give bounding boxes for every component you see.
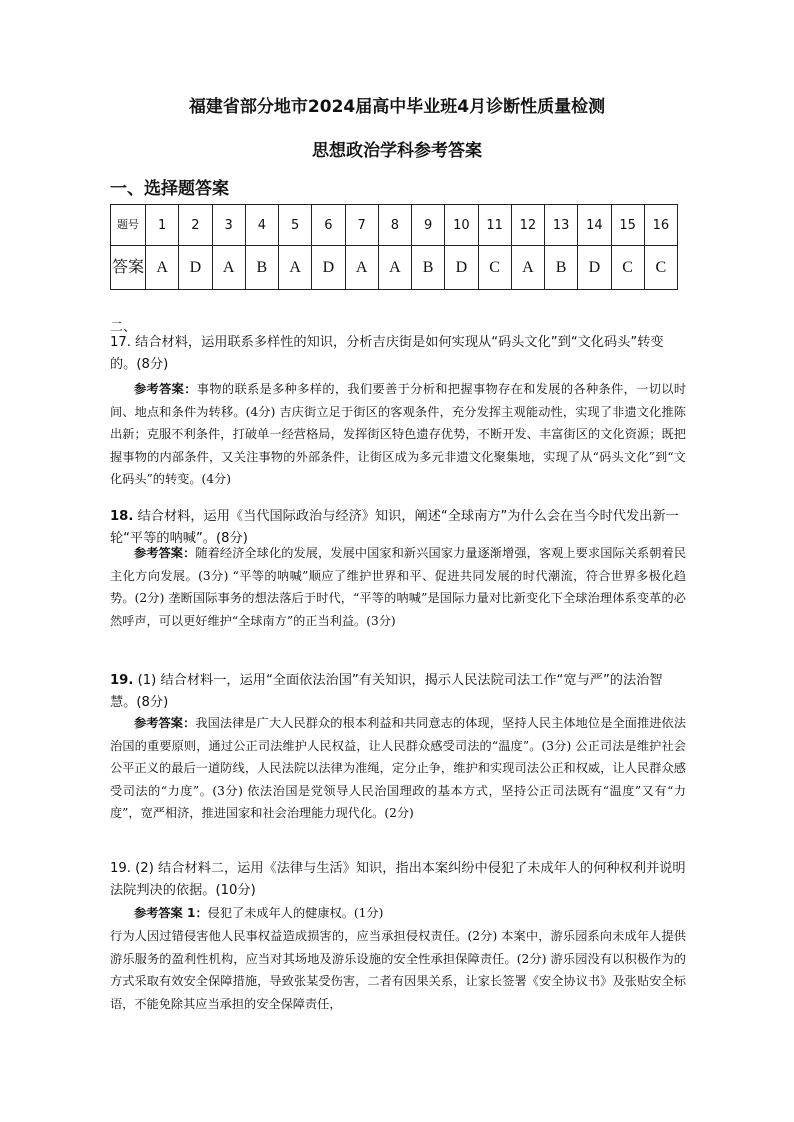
number-cell: 7 bbox=[345, 205, 378, 246]
number-cell: 4 bbox=[245, 205, 278, 246]
answer-cell: A bbox=[511, 246, 544, 290]
answer-19-2-first bbox=[110, 902, 686, 925]
answer-cell: C bbox=[478, 246, 511, 290]
answer-cell: C bbox=[644, 246, 677, 290]
answer-cell: D bbox=[312, 246, 345, 290]
section1-heading: 一、选择题答案 bbox=[110, 179, 229, 199]
question-text: 结合材料，运用《当代国际政治与经济》知识，阐述“全球南方”为什么会在当今时代发出新一轮“平等的呐喊”。(8分) bbox=[110, 509, 679, 546]
question-number: 19. bbox=[110, 673, 134, 688]
question-number-row bbox=[111, 205, 678, 246]
question-text: (1) 结合材料一，运用“全面依法治国”有关知识，揭示人民法院司法工作“宽与严”的法治智慧。(8分) bbox=[110, 673, 663, 710]
number-cell: 1 bbox=[146, 205, 179, 246]
answer-cell: D bbox=[445, 246, 478, 290]
answer-cell: A bbox=[279, 246, 312, 290]
answer-19-2-rest: 行为人因过错侵害他人民事权益造成损害的，应当承担侵权责任。(2分) 本案中，游乐园系向未成年人提供游乐服务的盈利性机构，应当对其场地及游乐设施的安全性承担保障责任。(2分) 游乐园没有以积极作为的方式采取有效安全保障措施，导致张某受伤害，二者有因果关系，让家长签署《安全协议书》及张贴安全标语，不能免除其应当承担的安全保障责任， bbox=[110, 929, 686, 1011]
number-cell: 5 bbox=[279, 205, 312, 246]
answer-cell: A bbox=[212, 246, 245, 290]
answer-18 bbox=[110, 542, 686, 632]
answer-cell: A bbox=[146, 246, 179, 290]
document-title: 福建省部分地市2024届高中毕业班4月诊断性质量检测 bbox=[188, 97, 606, 117]
question-19-1 bbox=[110, 670, 686, 714]
answer-text: 随着经济全球化的发展，发展中国家和新兴国家力量逐渐增强，客观上要求国际关系朝着民主化方向发展。(3分) “平等的呐喊”顺应了维护世界和平、促进共同发展的时代潮流，符合世界多极化趋势。(2分) 垄断国际事务的想法落后于时代，“平等的呐喊”是国际力量对比新变化下全球治理体系变革的必然呼声，可以更好维护“全球南方”的正当利益。(3分) bbox=[110, 546, 687, 628]
question-17: 17. 结合材料，运用联系多样性的知识，分析吉庆街是如何实现从“码头文化”到“文化码头”转变的。(8分) bbox=[110, 335, 664, 372]
answer-cell: C bbox=[611, 246, 644, 290]
document-subtitle: 思想政治学科参考答案 bbox=[312, 141, 482, 161]
answer-text: 侵犯了未成年人的健康权。(1分) bbox=[207, 906, 384, 920]
answer-label: 参考答案： bbox=[134, 716, 196, 730]
answer-label: 参考答案 1： bbox=[134, 906, 208, 920]
number-cell: 10 bbox=[445, 205, 478, 246]
answer-cell: D bbox=[179, 246, 212, 290]
section2-heading: 二、 bbox=[110, 320, 137, 335]
answer-19-1 bbox=[110, 712, 686, 825]
number-cell: 14 bbox=[578, 205, 611, 246]
answer-cell: B bbox=[245, 246, 278, 290]
question-19-2: 19. (2) 结合材料二，运用《法律与生活》知识，指出本案纠纷中侵犯了未成年人的何种权利并说明法院判决的依据。(10分) bbox=[110, 861, 686, 898]
row-label-number: 题号 bbox=[111, 205, 146, 246]
number-cell: 3 bbox=[212, 205, 245, 246]
answer-table bbox=[110, 204, 678, 290]
number-cell: 2 bbox=[179, 205, 212, 246]
number-cell: 11 bbox=[478, 205, 511, 246]
answer-text: 事物的联系是多种多样的，我们要善于分析和把握事物存在和发展的各种条件，一切以时间、地点和条件为转移。(4分) 吉庆街立足于街区的客观条件，充分发挥主观能动性，实现了非遗文化推陈出新；克服不利条件，打破单一经营格局，发挥街区特色遗存优势，不断开发、丰富街区的文化资源；既把握事物的内部条件，又关注事物的外部条件，让街区成为多元非遗文化聚集地，实现了从“码头文化”到“文化码头”的转变。(4分) bbox=[110, 382, 687, 486]
answer-label: 参考答案： bbox=[134, 382, 197, 396]
answer-cell: B bbox=[412, 246, 445, 290]
answer-cell: A bbox=[378, 246, 411, 290]
answer-17 bbox=[110, 378, 686, 491]
answer-label: 参考答案： bbox=[134, 546, 196, 560]
number-cell: 13 bbox=[545, 205, 578, 246]
answer-cell: B bbox=[545, 246, 578, 290]
number-cell: 8 bbox=[378, 205, 411, 246]
question-number: 18. bbox=[110, 509, 134, 524]
number-cell: 15 bbox=[611, 205, 644, 246]
answer-cell: A bbox=[345, 246, 378, 290]
number-cell: 6 bbox=[312, 205, 345, 246]
number-cell: 9 bbox=[412, 205, 445, 246]
answer-cell: D bbox=[578, 246, 611, 290]
answer-row bbox=[111, 246, 678, 290]
answer-text: 我国法律是广大人民群众的根本利益和共同意志的体现，坚持人民主体地位是全面推进依法治国的重要原则，通过公正司法维护人民权益，让人民群众感受司法的“温度”。(3分) 公正司法是维护社会公平正义的最后一道防线，人民法院以法律为准绳，定分止争，维护和实现司法公正和权威，让人民群众感受司法的“力度”。(3分) 依法治国是党领导人民治国理政的基本方式，坚持公正司法既有“温度”又有“力度”，宽严相济，推进国家和社会治理能力现代化。(2分) bbox=[110, 716, 687, 820]
number-cell: 12 bbox=[511, 205, 544, 246]
number-cell: 16 bbox=[644, 205, 677, 246]
row-label-answer: 答案 bbox=[111, 246, 146, 290]
